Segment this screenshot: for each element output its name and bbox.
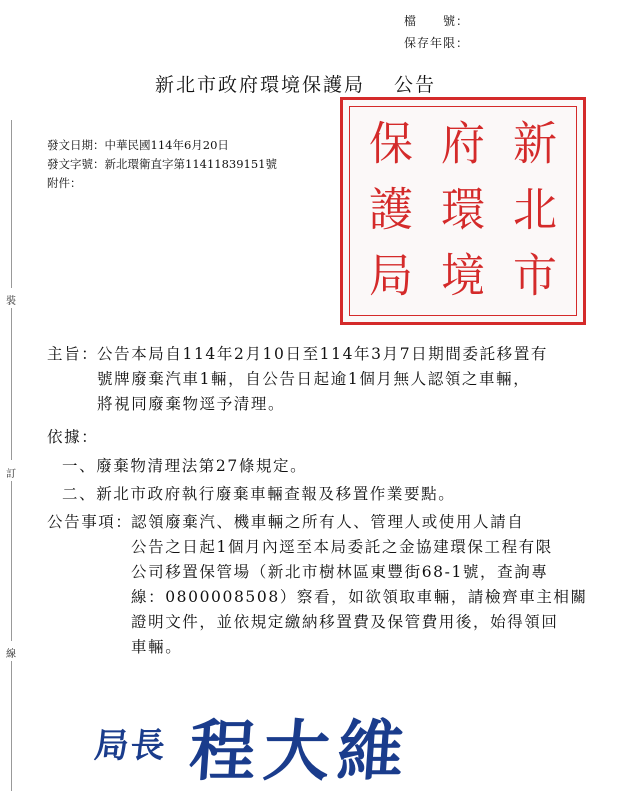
binding-line bbox=[11, 120, 12, 288]
subject-line: 公告本局自114年2月10日至114年3月7日期間委託移置有 bbox=[97, 345, 548, 363]
seal-char: 護 bbox=[369, 183, 413, 238]
issue-date-label: 發文日期： bbox=[47, 138, 105, 152]
seal-char: 境 bbox=[441, 249, 485, 304]
notice-label: 公告事項： bbox=[47, 513, 133, 531]
notice-line: 證明文件，並依規定繳納移置費及保管費用後，始得領回 bbox=[131, 613, 559, 631]
basis-item-number: 一、 bbox=[62, 457, 97, 475]
notice-line: 認領廢棄汽、機車輛之所有人、管理人或使用人請自 bbox=[131, 513, 525, 531]
notice-text bbox=[131, 510, 621, 660]
file-number-label: 檔 號： bbox=[404, 14, 470, 28]
binding-mark-middle: 訂 bbox=[6, 469, 16, 480]
basis-item-text: 廢棄物清理法第27條規定。 bbox=[96, 457, 308, 475]
signature-name: 程大維 bbox=[186, 712, 415, 790]
basis-item bbox=[62, 482, 455, 507]
page-title: 新北市政府環境保護局 公告 bbox=[155, 74, 437, 96]
document-number-row bbox=[47, 155, 277, 174]
notice-line: 線：0800008508）察看，如欲領取車輛，請檢齊車主相關 bbox=[131, 588, 588, 606]
issue-date-value: 中華民國114年6月20日 bbox=[104, 138, 229, 152]
retention-period-label: 保存年限： bbox=[404, 36, 470, 50]
seal-char: 保 bbox=[369, 117, 413, 172]
basis-label: 依據： bbox=[47, 428, 99, 446]
basis-item bbox=[62, 454, 307, 479]
seal-char: 市 bbox=[513, 249, 557, 304]
binding-line bbox=[11, 481, 12, 641]
issue-date-row bbox=[47, 136, 229, 155]
binding-line bbox=[11, 661, 12, 791]
seal-char: 環 bbox=[441, 183, 485, 238]
signature-title: 局長 bbox=[92, 726, 169, 766]
subject-label: 主旨： bbox=[47, 345, 99, 363]
subject-line: 將視同廢棄物逕予清理。 bbox=[97, 395, 286, 413]
seal-char: 局 bbox=[369, 249, 413, 304]
basis-item-number: 二、 bbox=[62, 485, 97, 503]
subject-text bbox=[97, 342, 617, 417]
official-seal bbox=[340, 97, 586, 325]
document-number-label: 發文字號： bbox=[47, 157, 105, 171]
binding-mark-top: 裝 bbox=[6, 296, 16, 307]
subject-line: 號牌廢棄汽車1輛，自公告日起逾1個月無人認領之車輛， bbox=[97, 370, 531, 388]
notice-line: 公告之日起1個月內逕至本局委託之金協建環保工程有限 bbox=[131, 538, 553, 556]
seal-char: 新 bbox=[513, 117, 557, 172]
seal-char: 府 bbox=[441, 117, 485, 172]
binding-mark-bottom: 線 bbox=[6, 649, 16, 660]
notice-line: 公司移置保管場（新北市樹林區東豐街68-1號，查詢專 bbox=[131, 563, 549, 581]
attachment-label: 附件： bbox=[47, 176, 82, 190]
seal-characters bbox=[355, 112, 571, 310]
seal-char: 北 bbox=[513, 183, 557, 238]
basis-item-text: 新北市政府執行廢棄車輛查報及移置作業要點。 bbox=[96, 485, 456, 503]
binding-line bbox=[11, 308, 12, 460]
document-number-value: 新北環衛直字第11411839151號 bbox=[104, 157, 277, 171]
notice-line: 車輛。 bbox=[131, 638, 183, 656]
